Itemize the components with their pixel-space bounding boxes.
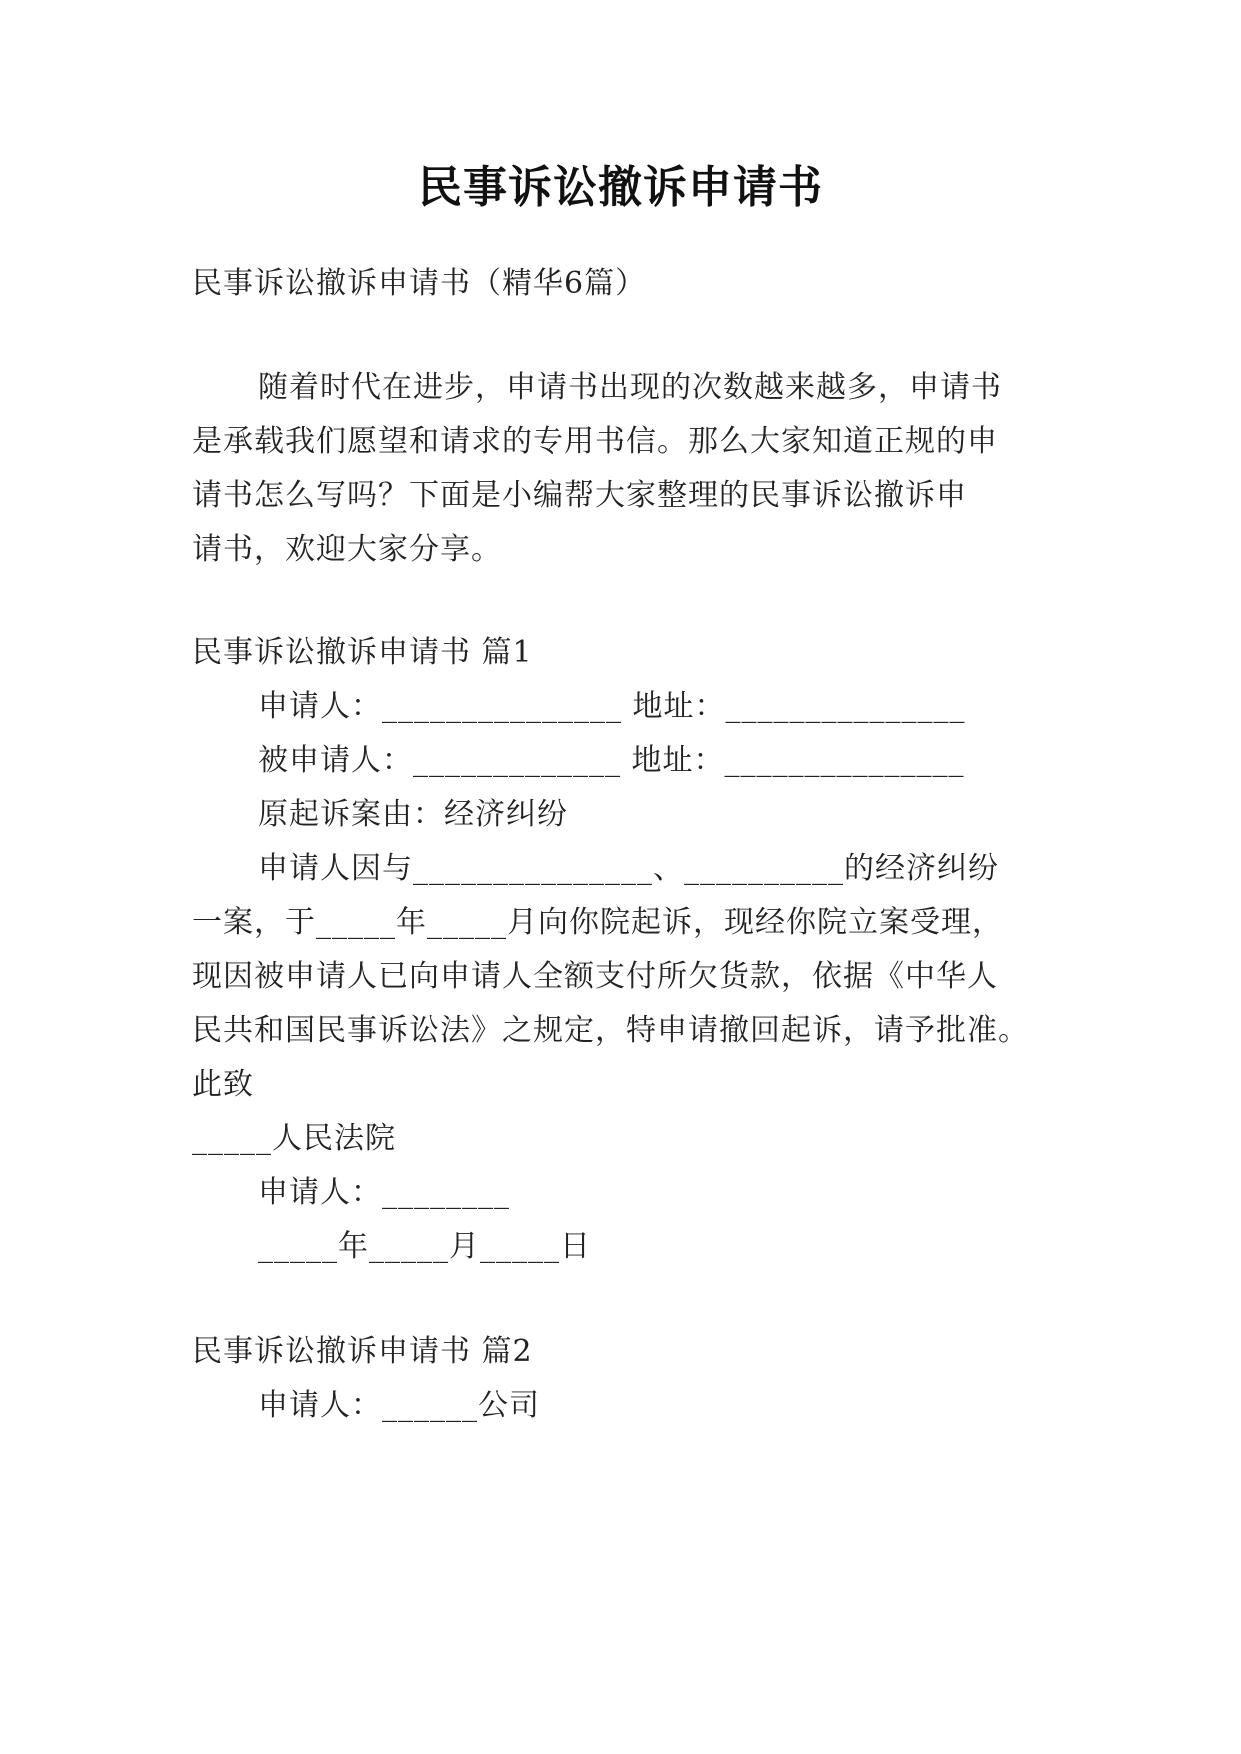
intro-line-2: 是承载我们愿望和请求的专用书信。那么大家知道正规的申: [192, 424, 998, 459]
section1-salute: 此致: [192, 1067, 254, 1102]
document-title: 民事诉讼撤诉申请书: [418, 162, 823, 213]
section1-sign: 申请人：________: [258, 1175, 510, 1210]
intro-line-4: 请书，欢迎大家分享。: [192, 532, 502, 567]
section1-court: _____人民法院: [192, 1121, 396, 1156]
section1-cause: 原起诉案由：经济纠纷: [258, 797, 568, 832]
intro-line-1: 随着时代在进步，申请书出现的次数越来越多，申请书: [258, 370, 1002, 405]
section1-date: _____年_____月_____日: [258, 1229, 591, 1264]
section1-respondent: 被申请人：_____________ 地址：_______________: [258, 743, 965, 778]
section1-body-1: 申请人因与_______________、__________的经济纠纷: [258, 851, 999, 886]
section1-body-4: 民共和国民事诉讼法》之规定，特申请撤回起诉，请予批准。: [192, 1013, 1029, 1048]
document-subtitle: 民事诉讼撤诉申请书（精华6篇）: [192, 266, 647, 301]
section2-heading: 民事诉讼撤诉申请书 篇2: [192, 1334, 533, 1369]
section1-body-2: 一案，于_____年_____月向你院起诉，现经你院立案受理，: [192, 905, 1003, 940]
intro-line-3: 请书怎么写吗？下面是小编帮大家整理的民事诉讼撤诉申: [192, 478, 967, 513]
section2-applicant: 申请人：______公司: [258, 1388, 540, 1423]
section1-applicant: 申请人：_______________ 地址：_______________: [258, 689, 966, 724]
section1-heading: 民事诉讼撤诉申请书 篇1: [192, 635, 533, 670]
section1-body-3: 现因被申请人已向申请人全额支付所欠货款，依据《中华人: [192, 959, 998, 994]
